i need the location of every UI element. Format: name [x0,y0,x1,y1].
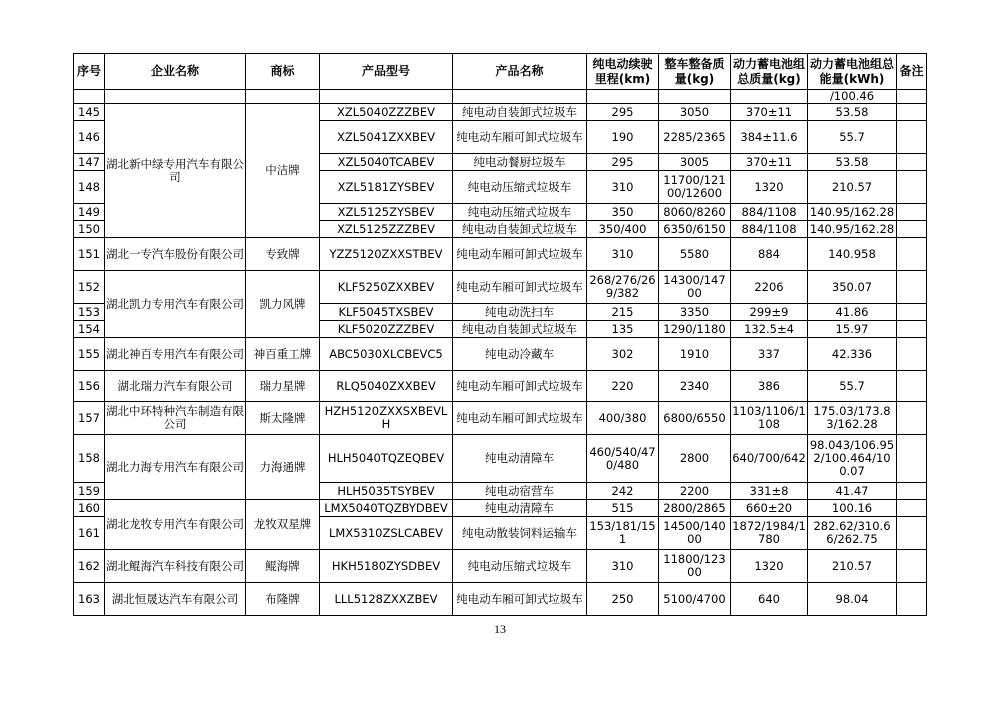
curb-mass: 1910 [659,338,731,371]
range-km: 242 [587,483,659,500]
brand-name: 鲲海牌 [246,550,320,583]
product-name: 纯电动散装饲料运输车 [453,517,587,550]
brand-name: 力海通牌 [246,435,320,500]
curb-mass: 6350/6150 [659,221,731,238]
battery-energy: 42.336 [808,338,897,371]
product-name: 纯电动压缩式垃圾车 [453,204,587,221]
note [897,238,927,271]
table-row [74,238,927,271]
product-model: KLF5045TXSBEV [320,304,453,321]
battery-energy: 55.7 [808,121,897,154]
table-row [74,402,927,435]
battery-mass: 1320 [731,550,808,583]
battery-mass: 132.5±4 [731,321,808,338]
curb-mass: 3005 [659,154,731,171]
note [897,121,927,154]
row-no: 160 [74,500,105,517]
product-name: 纯电动自装卸式垃圾车 [453,221,587,238]
battery-mass: 884/1108 [731,204,808,221]
note [897,321,927,338]
product-name: 纯电动车厢可卸式垃圾车 [453,402,587,435]
row-no: 150 [74,221,105,238]
brand-name: 中洁牌 [246,104,320,238]
table-row [74,271,927,304]
table-row [74,550,927,583]
cell [320,90,453,104]
row-no: 157 [74,402,105,435]
row-no: 163 [74,583,105,616]
curb-mass: 2285/2365 [659,121,731,154]
product-model: ABC5030XLCBEVC5 [320,338,453,371]
company-name: 湖北龙牧专用汽车有限公司 [105,500,246,550]
battery-energy: 282.62/310.66/262.75 [808,517,897,550]
product-name: 纯电动清障车 [453,500,587,517]
product-model: XZL5040ZZZBEV [320,104,453,121]
battery-energy: 41.86 [808,304,897,321]
product-name: 纯电动自装卸式垃圾车 [453,104,587,121]
company-name: 湖北瑞力汽车有限公司 [105,371,246,402]
row-no: 145 [74,104,105,121]
product-model: XZL5040TCABEV [320,154,453,171]
product-model: YZZ5120ZXXSTBEV [320,238,453,271]
product-model: XZL5041ZXXBEV [320,121,453,154]
page-number: 13 [494,622,506,636]
header-company: 企业名称 [105,54,246,90]
product-model: XZL5125ZZZBEV [320,221,453,238]
table-row [74,435,927,483]
product-name: 纯电动压缩式垃圾车 [453,550,587,583]
cell [74,90,105,104]
row-no: 159 [74,483,105,500]
battery-mass: 386 [731,371,808,402]
curb-mass: 3050 [659,104,731,121]
cell [246,90,320,104]
battery-mass: 640/700/642 [731,435,808,483]
row-no: 154 [74,321,105,338]
battery-energy: 98.04 [808,583,897,616]
product-name: 纯电动车厢可卸式垃圾车 [453,121,587,154]
company-name: 湖北神百专用汽车有限公司 [105,338,246,371]
curb-mass: 1290/1180 [659,321,731,338]
header-battery-mass: 动力蓄电池组总质量(kg) [731,54,808,90]
company-name: 湖北中环特种汽车制造有限公司 [105,402,246,435]
vehicle-catalog-table [73,53,927,616]
curb-mass: 6800/6550 [659,402,731,435]
note [897,338,927,371]
battery-energy: 210.57 [808,171,897,204]
row-no: 151 [74,238,105,271]
battery-energy: 140.958 [808,238,897,271]
range-km: 215 [587,304,659,321]
curb-mass: 2800/2865 [659,500,731,517]
range-km: 268/276/269/382 [587,271,659,304]
note [897,154,927,171]
continuation-energy: /100.46 [808,90,897,104]
note [897,402,927,435]
company-name: 湖北一专汽车股份有限公司 [105,238,246,271]
table-row [74,500,927,517]
curb-mass: 3350 [659,304,731,321]
header-product: 产品名称 [453,54,587,90]
product-model: HKH5180ZYSDBEV [320,550,453,583]
battery-mass: 1872/1984/1780 [731,517,808,550]
product-name: 纯电动宿营车 [453,483,587,500]
brand-name: 斯太隆牌 [246,402,320,435]
company-name: 湖北凯力专用汽车有限公司 [105,271,246,338]
note [897,104,927,121]
product-model: KLF5250ZXXBEV [320,271,453,304]
note [897,500,927,517]
range-km: 295 [587,154,659,171]
brand-name: 瑞力星牌 [246,371,320,402]
battery-mass: 884 [731,238,808,271]
brand-name: 专致牌 [246,238,320,271]
row-no: 155 [74,338,105,371]
note [897,171,927,204]
row-no: 146 [74,121,105,154]
battery-mass: 640 [731,583,808,616]
battery-mass: 384±11.6 [731,121,808,154]
range-km: 250 [587,583,659,616]
product-name: 纯电动洗扫车 [453,304,587,321]
brand-name: 凯力风牌 [246,271,320,338]
battery-energy: 53.58 [808,104,897,121]
product-name: 纯电动车厢可卸式垃圾车 [453,583,587,616]
row-no: 156 [74,371,105,402]
range-km: 153/181/151 [587,517,659,550]
product-model: HZH5120ZXXSXBEVLH [320,402,453,435]
battery-mass: 370±11 [731,154,808,171]
cell [897,90,927,104]
brand-name: 布隆牌 [246,583,320,616]
table-row [74,338,927,371]
cell [453,90,587,104]
note [897,304,927,321]
product-name: 纯电动清障车 [453,435,587,483]
range-km: 190 [587,121,659,154]
brand-name: 龙牧双星牌 [246,500,320,550]
range-km: 220 [587,371,659,402]
table-body [74,90,927,616]
range-km: 310 [587,550,659,583]
product-name: 纯电动餐厨垃圾车 [453,154,587,171]
header-mass: 整车整备质量(kg) [659,54,731,90]
battery-energy: 210.57 [808,550,897,583]
header-brand: 商标 [246,54,320,90]
battery-mass: 370±11 [731,104,808,121]
row-no: 161 [74,517,105,550]
row-no: 148 [74,171,105,204]
product-model: LMX5310ZSLCABEV [320,517,453,550]
brand-name: 神百重工牌 [246,338,320,371]
product-name: 纯电动车厢可卸式垃圾车 [453,371,587,402]
product-model: HLH5040TQZEQBEV [320,435,453,483]
cell [105,90,246,104]
cell [587,90,659,104]
battery-energy: 140.95/162.28 [808,204,897,221]
note [897,583,927,616]
table-row [74,104,927,121]
cell [659,90,731,104]
table-row [74,371,927,402]
range-km: 310 [587,171,659,204]
battery-mass: 2206 [731,271,808,304]
battery-energy: 98.043/106.952/100.464/100.07 [808,435,897,483]
battery-energy: 41.47 [808,483,897,500]
curb-mass: 14300/14700 [659,271,731,304]
row-no: 158 [74,435,105,483]
product-model: LLL5128ZXXZBEV [320,583,453,616]
header-model: 产品型号 [320,54,453,90]
company-name: 湖北恒晟达汽车有限公司 [105,583,246,616]
product-model: HLH5035TSYBEV [320,483,453,500]
row-no: 152 [74,271,105,304]
row-no: 147 [74,154,105,171]
header-no: 序号 [74,54,105,90]
note [897,517,927,550]
company-name: 湖北新中绿专用汽车有限公司 [105,104,246,238]
product-model: XZL5181ZYSBEV [320,171,453,204]
company-name: 湖北鲲海汽车科技有限公司 [105,550,246,583]
note [897,221,927,238]
battery-energy: 55.7 [808,371,897,402]
row-no: 153 [74,304,105,321]
battery-energy: 175.03/173.83/162.28 [808,402,897,435]
curb-mass: 11800/12300 [659,550,731,583]
product-name: 纯电动自装卸式垃圾车 [453,321,587,338]
curb-mass: 2800 [659,435,731,483]
company-name: 湖北力海专用汽车有限公司 [105,435,246,500]
battery-energy: 140.95/162.28 [808,221,897,238]
battery-mass: 299±9 [731,304,808,321]
battery-energy: 350.07 [808,271,897,304]
note [897,204,927,221]
curb-mass: 14500/14000 [659,517,731,550]
product-name: 纯电动压缩式垃圾车 [453,171,587,204]
product-model: KLF5020ZZZBEV [320,321,453,338]
range-km: 350 [587,204,659,221]
header-battery-energy: 动力蓄电池组总能量(kWh) [808,54,897,90]
battery-mass: 660±20 [731,500,808,517]
battery-mass: 1320 [731,171,808,204]
product-name: 纯电动车厢可卸式垃圾车 [453,271,587,304]
curb-mass: 2340 [659,371,731,402]
note [897,271,927,304]
curb-mass: 8060/8260 [659,204,731,221]
product-model: XZL5125ZYSBEV [320,204,453,221]
range-km: 400/380 [587,402,659,435]
product-name: 纯电动冷藏车 [453,338,587,371]
product-name: 纯电动车厢可卸式垃圾车 [453,238,587,271]
product-model: RLQ5040ZXXBEV [320,371,453,402]
battery-energy: 100.16 [808,500,897,517]
product-model: LMX5040TQZBYDBEV [320,500,453,517]
battery-energy: 15.97 [808,321,897,338]
note [897,550,927,583]
battery-mass: 337 [731,338,808,371]
battery-mass: 1103/1106/1108 [731,402,808,435]
battery-energy: 53.58 [808,154,897,171]
note [897,435,927,483]
table-row [74,583,927,616]
row-no: 149 [74,204,105,221]
range-km: 515 [587,500,659,517]
note [897,371,927,402]
battery-mass: 331±8 [731,483,808,500]
range-km: 295 [587,104,659,121]
curb-mass: 5580 [659,238,731,271]
battery-mass: 884/1108 [731,221,808,238]
range-km: 135 [587,321,659,338]
curb-mass: 2200 [659,483,731,500]
note [897,483,927,500]
range-km: 310 [587,238,659,271]
table-header [74,54,927,90]
row-no: 162 [74,550,105,583]
range-km: 302 [587,338,659,371]
curb-mass: 5100/4700 [659,583,731,616]
header-range: 纯电动续驶里程(km) [587,54,659,90]
range-km: 350/400 [587,221,659,238]
continuation-row [74,90,927,104]
header-note: 备注 [897,54,927,90]
curb-mass: 11700/12100/12600 [659,171,731,204]
cell [731,90,808,104]
range-km: 460/540/470/480 [587,435,659,483]
header-row [74,54,927,90]
